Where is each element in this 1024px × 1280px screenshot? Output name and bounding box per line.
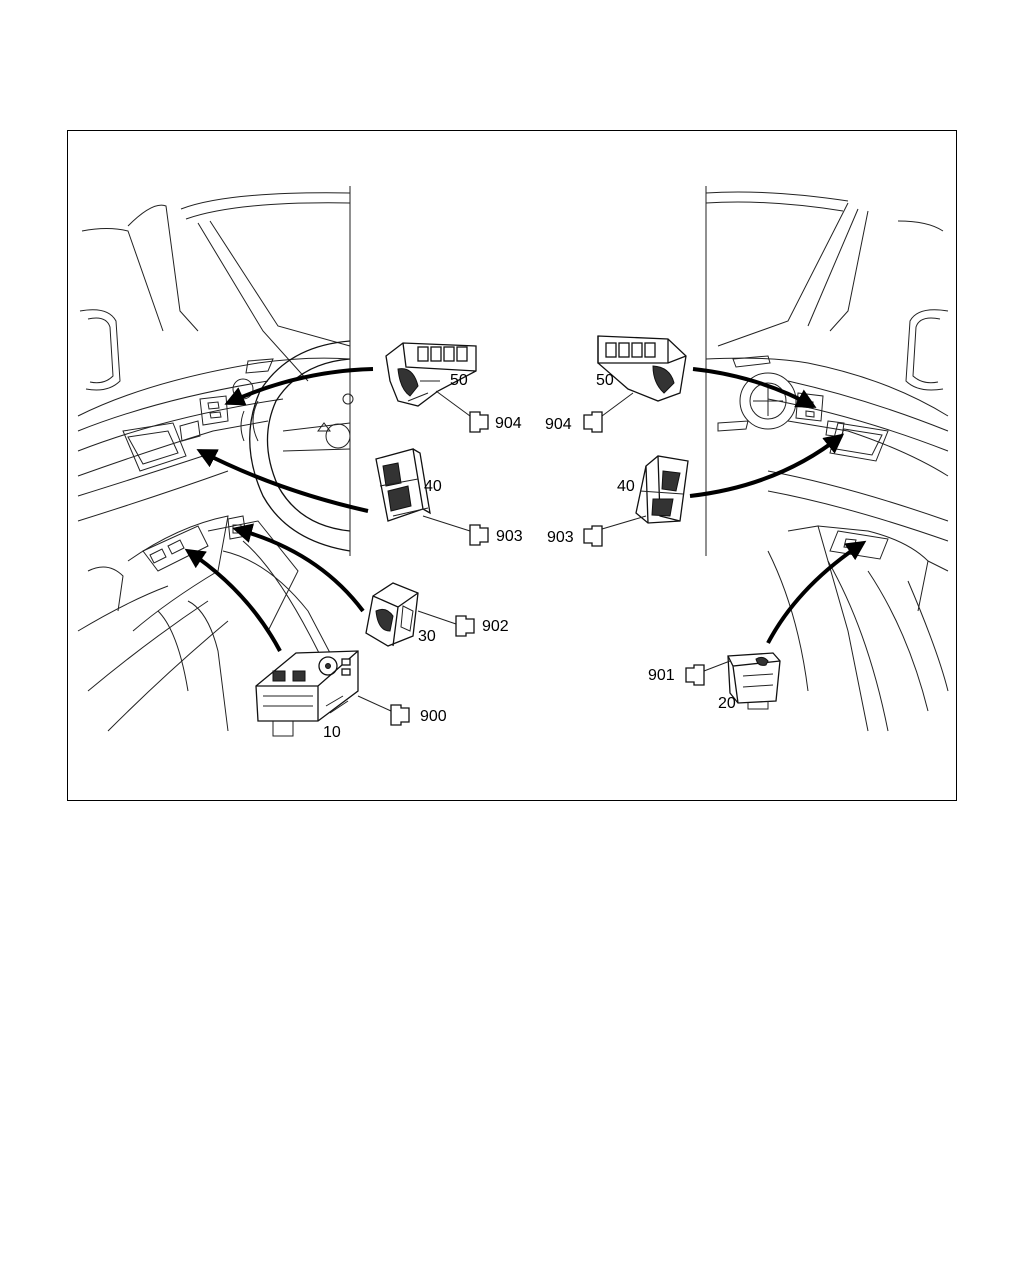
component-10-left: [256, 651, 358, 736]
arrow-50-right: [693, 369, 813, 406]
label-901-right: 901: [648, 667, 675, 684]
arrow-30-left: [236, 529, 363, 611]
arrow-40-left: [200, 451, 368, 511]
component-40-right: [636, 456, 688, 523]
label-903-left: 903: [496, 528, 523, 545]
label-40-right: 40: [617, 478, 635, 495]
label-50-right: 50: [596, 372, 614, 389]
label-900-left: 900: [420, 708, 447, 725]
label-20-right: 20: [718, 695, 736, 712]
connector-901-right-icon: [686, 665, 704, 685]
labels: [323, 372, 736, 741]
component-40-left: [376, 449, 430, 521]
label-904-right: 904: [545, 416, 572, 433]
location-arrows: [188, 369, 863, 651]
right-interior-scene: [706, 186, 948, 731]
connector-900-left-icon: [391, 705, 409, 725]
connector-904-right-icon: [584, 412, 602, 432]
arrow-20-right: [768, 543, 863, 643]
label-902-left: 902: [482, 618, 509, 635]
component-20-right: [728, 653, 780, 709]
connector-902-left-icon: [456, 616, 474, 636]
connector-903-left-icon: [470, 525, 488, 545]
arrow-50-left: [228, 369, 373, 403]
figure-frame: [67, 130, 957, 801]
label-10-left: 10: [323, 724, 341, 741]
component-location-diagram: [68, 131, 957, 801]
connector-903-right-icon: [584, 526, 602, 546]
component-50-right: [598, 336, 686, 401]
component-30-left: [366, 583, 418, 646]
connector-904-left-icon: [470, 412, 488, 432]
label-903-right: 903: [547, 529, 574, 546]
label-40-left: 40: [424, 478, 442, 495]
arrow-40-right: [690, 436, 841, 496]
label-904-left: 904: [495, 415, 522, 432]
label-50-left: 50: [450, 372, 468, 389]
label-30-left: 30: [418, 628, 436, 645]
